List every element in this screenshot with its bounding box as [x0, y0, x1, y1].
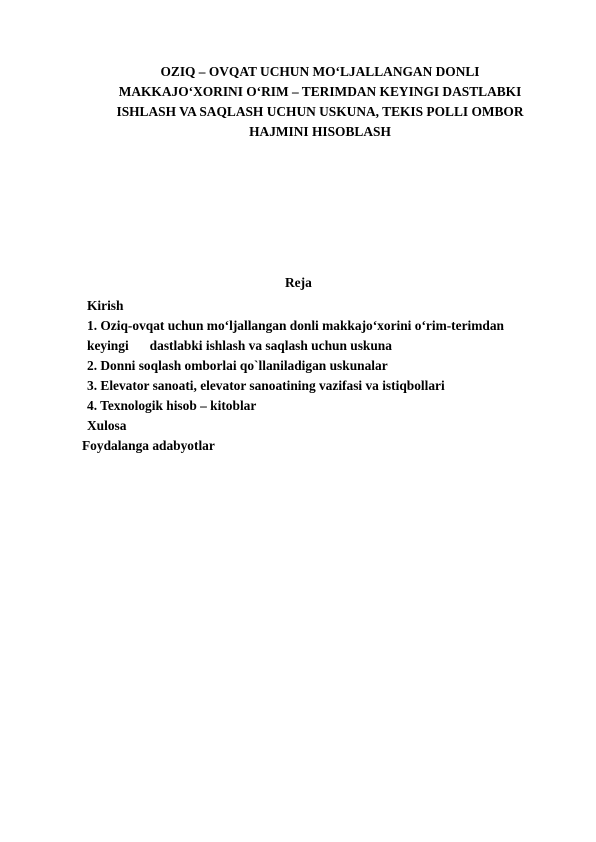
plan-heading: Reja	[285, 275, 312, 290]
plan-item-3: 3. Elevator sanoati, elevator sanoatining vazifasi va istiqbollari	[87, 378, 445, 393]
plan-item-conclusion: Xulosa	[87, 418, 127, 433]
plan-list	[0, 296, 596, 456]
plan-item-references: Foydalanga adabyotlar	[82, 438, 215, 453]
plan-item-2: 2. Donni soqlash omborlai qo`llaniladigan uskunalar	[87, 358, 388, 373]
title-line-4: HAJMINI HISOBLASH	[249, 124, 391, 139]
document-title	[80, 62, 560, 142]
plan-item-introduction: Kirish	[87, 298, 124, 313]
plan-item-1-cont-rest: dastlabki ishlash va saqlash uchun uskuna	[149, 338, 392, 353]
title-line-2: MAKKAJO‘XORINI O‘RIM – TERIMDAN KEYINGI DASTLABKI	[118, 84, 522, 99]
plan-item-1-continuation	[0, 336, 596, 356]
plan-item-1: 1. Oziq-ovqat uchun mo‘ljallangan donli makkajo‘xorini o‘rim-terimdan	[87, 318, 504, 333]
title-line-1: OZIQ – OVQAT UCHUN MO‘LJALLANGAN DONLI	[160, 64, 480, 79]
title-line-3: ISHLASH VA SAQLASH UCHUN USKUNA, TEKIS POLLI OMBOR	[116, 104, 524, 119]
plan-item-4: 4. Texnologik hisob – kitoblar	[87, 398, 257, 413]
plan-item-1-cont-word: keyingi	[87, 338, 129, 353]
